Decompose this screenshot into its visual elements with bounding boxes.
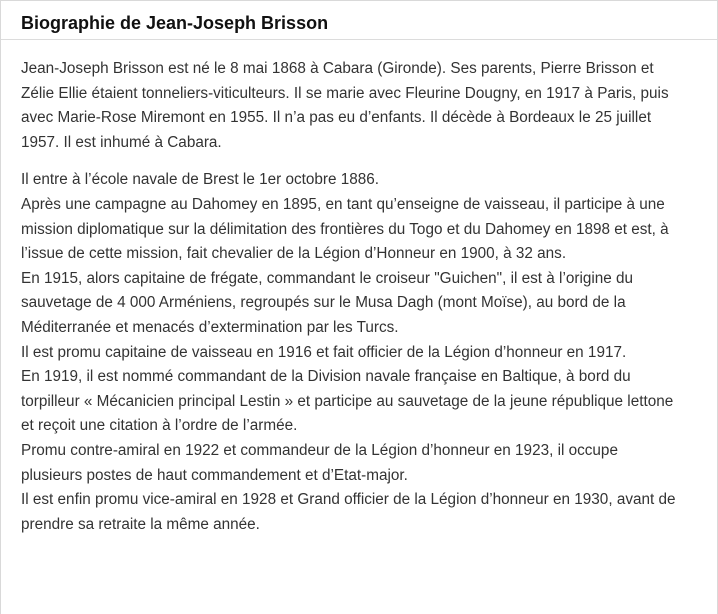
- career-line: En 1915, alors capitaine de frégate, commandant le croiseur "Guichen", il est à l’origine du: [21, 269, 634, 287]
- career-line: Méditerranée et menacés d’extermination par les Turcs.: [21, 318, 399, 336]
- career-line: Promu contre-amiral en 1922 et commandeur de la Légion d’honneur en 1923, il occupe: [21, 441, 618, 459]
- career-line: et reçoit une citation à l’ordre de l’armée.: [21, 417, 298, 435]
- career-line: l’issue de cette mission, fait chevalier de la Légion d’Honneur en 1900, à 32 ans.: [21, 245, 567, 263]
- intro-line: Jean-Joseph Brisson est né le 8 mai 1868 à Cabara (Gironde). Ses parents, Pierre Brisson et: [21, 60, 654, 77]
- biography-content: [21, 57, 707, 537]
- career-line: sauvetage de 4 000 Arméniens, regroupés sur le Musa Dagh (mont Moïse), au bord de la: [21, 294, 626, 312]
- intro-paragraph: [21, 57, 707, 155]
- intro-line: avec Marie-Rose Miremont en 1955. Il n’a pas eu d’enfants. Il décède à Bordeaux le 25 juillet: [21, 109, 652, 127]
- career-line: plusieurs postes de haut commandement et d’Etat-major.: [21, 466, 408, 484]
- career-line: prendre sa retraite la même année.: [21, 515, 260, 533]
- career-paragraph: [21, 168, 707, 537]
- career-line: torpilleur « Mécanicien principal Lestin » et participe au sauvetage de la jeune république lettone: [21, 392, 674, 410]
- intro-line: 1957. Il est inhumé à Cabara.: [21, 133, 222, 151]
- page-title: Biographie de Jean-Joseph Brisson: [21, 13, 329, 33]
- career-line: En 1919, il est nommé commandant de la Division navale française en Baltique, à bord du: [21, 368, 631, 386]
- career-line: Il entre à l’école navale de Brest le 1er octobre 1886.: [21, 171, 379, 189]
- career-line: Après une campagne au Dahomey en 1895, en tant qu’enseigne de vaisseau, il participe à une: [21, 195, 665, 213]
- intro-line: Zélie Ellie étaient tonneliers-viticulteurs. Il se marie avec Fleurine Dougny, en 1917 à Paris, puis: [21, 84, 669, 102]
- career-line: mission diplomatique sur la délimitation des frontières du Togo et du Dahomey en 1898 et est, à: [21, 220, 669, 238]
- career-line: Il est promu capitaine de vaisseau en 1916 et fait officier de la Légion d’honneur en 1917.: [21, 343, 627, 361]
- title-divider: [1, 39, 717, 40]
- career-line: Il est enfin promu vice-amiral en 1928 et Grand officier de la Légion d’honneur en 1930, avant de: [21, 491, 676, 509]
